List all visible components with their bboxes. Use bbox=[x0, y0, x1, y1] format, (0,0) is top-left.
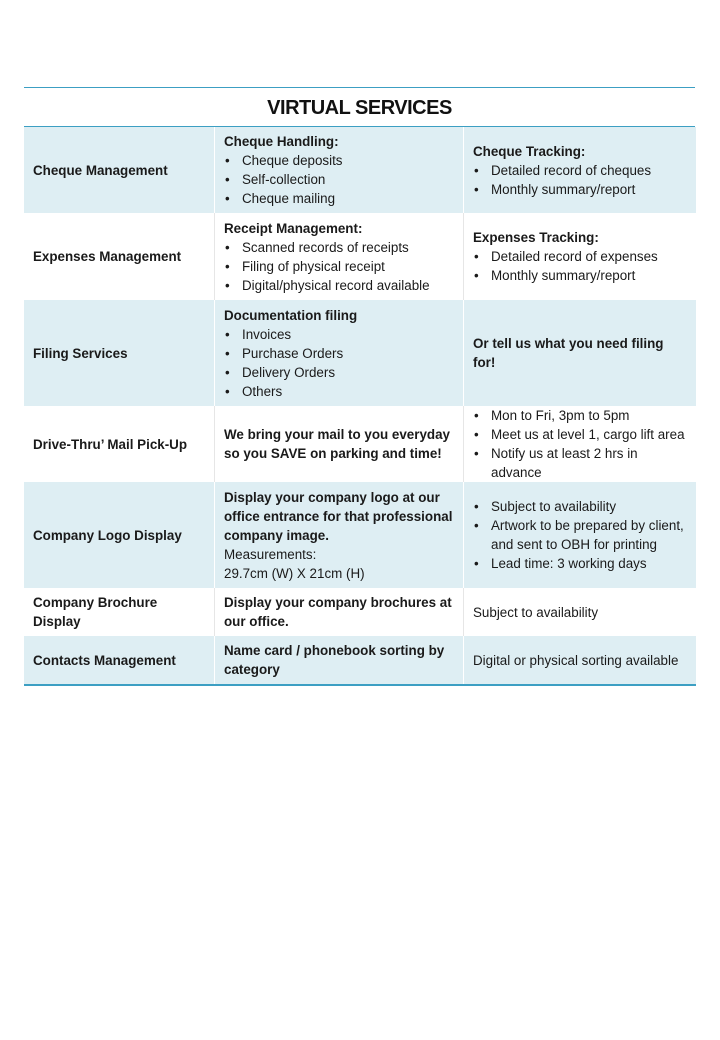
list-item: • Invoices bbox=[224, 325, 454, 344]
extras-heading: Cheque Tracking: bbox=[473, 143, 586, 159]
details-list bbox=[224, 238, 454, 295]
list-item: • Notify us at least 2 hrs in advance bbox=[473, 444, 687, 482]
details-heading: Receipt Management: bbox=[224, 220, 363, 236]
service-extras bbox=[464, 482, 697, 588]
service-name: Company Logo Display bbox=[24, 482, 215, 588]
service-extras bbox=[464, 213, 697, 300]
list-item: • Purchase Orders bbox=[224, 344, 454, 363]
service-name: Filing Services bbox=[24, 300, 215, 406]
service-details: We bring your mail to you everyday so you SAVE on parking and time! bbox=[215, 406, 464, 482]
service-name: Contacts Management bbox=[24, 636, 215, 685]
virtual-services-page bbox=[24, 87, 695, 686]
service-details: Display your company brochures at our office. bbox=[215, 588, 464, 636]
table-row bbox=[24, 588, 696, 636]
service-extras bbox=[464, 127, 697, 213]
details-list bbox=[224, 151, 454, 208]
service-details bbox=[215, 482, 464, 588]
list-item: • Monthly summary/report bbox=[473, 180, 687, 199]
table-row bbox=[24, 636, 696, 685]
list-item: • Mon to Fri, 3pm to 5pm bbox=[473, 406, 687, 425]
table-row bbox=[24, 213, 696, 300]
table-row bbox=[24, 406, 696, 482]
list-item: • Detailed record of expenses bbox=[473, 247, 687, 266]
table-row bbox=[24, 482, 696, 588]
list-item: • Filing of physical receipt bbox=[224, 257, 454, 276]
list-item: • Scanned records of receipts bbox=[224, 238, 454, 257]
service-name: Company Brochure Display bbox=[24, 588, 215, 636]
service-details bbox=[215, 127, 464, 213]
service-name: Drive-Thru’ Mail Pick-Up bbox=[24, 406, 215, 482]
list-item: • Digital/physical record available bbox=[224, 276, 454, 295]
service-extras: Digital or physical sorting available bbox=[464, 636, 697, 685]
list-item: • Self-collection bbox=[224, 170, 454, 189]
page-title: VIRTUAL SERVICES bbox=[24, 88, 695, 127]
list-item: • Cheque deposits bbox=[224, 151, 454, 170]
table-row bbox=[24, 127, 696, 213]
service-extras: Or tell us what you need filing for! bbox=[464, 300, 697, 406]
details-heading: Cheque Handling: bbox=[224, 134, 339, 149]
details-heading: Documentation filing bbox=[224, 307, 358, 323]
service-name: Expenses Management bbox=[24, 213, 215, 300]
list-item: • Meet us at level 1, cargo lift area bbox=[473, 425, 687, 444]
extras-list bbox=[473, 247, 687, 285]
list-item: • Detailed record of cheques bbox=[473, 161, 687, 180]
details-list bbox=[224, 325, 454, 401]
details-text: Display your company logo at our office entrance for that professional company image. bbox=[224, 489, 453, 543]
list-item: • Artwork to be prepared by client, and sent to OBH for printing bbox=[473, 516, 687, 554]
list-item: • Lead time: 3 working days bbox=[473, 554, 687, 573]
services-table bbox=[24, 127, 696, 686]
list-item: • Cheque mailing bbox=[224, 189, 454, 208]
list-item: • Delivery Orders bbox=[224, 363, 454, 382]
extras-list bbox=[473, 406, 687, 482]
service-details bbox=[215, 213, 464, 300]
extras-list bbox=[473, 161, 687, 199]
service-extras: Subject to availability bbox=[473, 604, 599, 620]
extras-list bbox=[473, 497, 687, 573]
list-item: • Others bbox=[224, 382, 454, 401]
service-name: Cheque Management bbox=[24, 127, 215, 213]
measurements-value: 29.7cm (W) X 21cm (H) bbox=[224, 565, 365, 581]
service-extras bbox=[464, 406, 697, 482]
extras-heading: Expenses Tracking: bbox=[473, 230, 599, 245]
service-details bbox=[215, 300, 464, 406]
list-item: • Monthly summary/report bbox=[473, 266, 687, 285]
measurements-label: Measurements: bbox=[224, 546, 317, 562]
list-item: • Subject to availability bbox=[473, 497, 687, 516]
table-row bbox=[24, 300, 696, 406]
service-details: Name card / phonebook sorting by category bbox=[215, 636, 464, 685]
